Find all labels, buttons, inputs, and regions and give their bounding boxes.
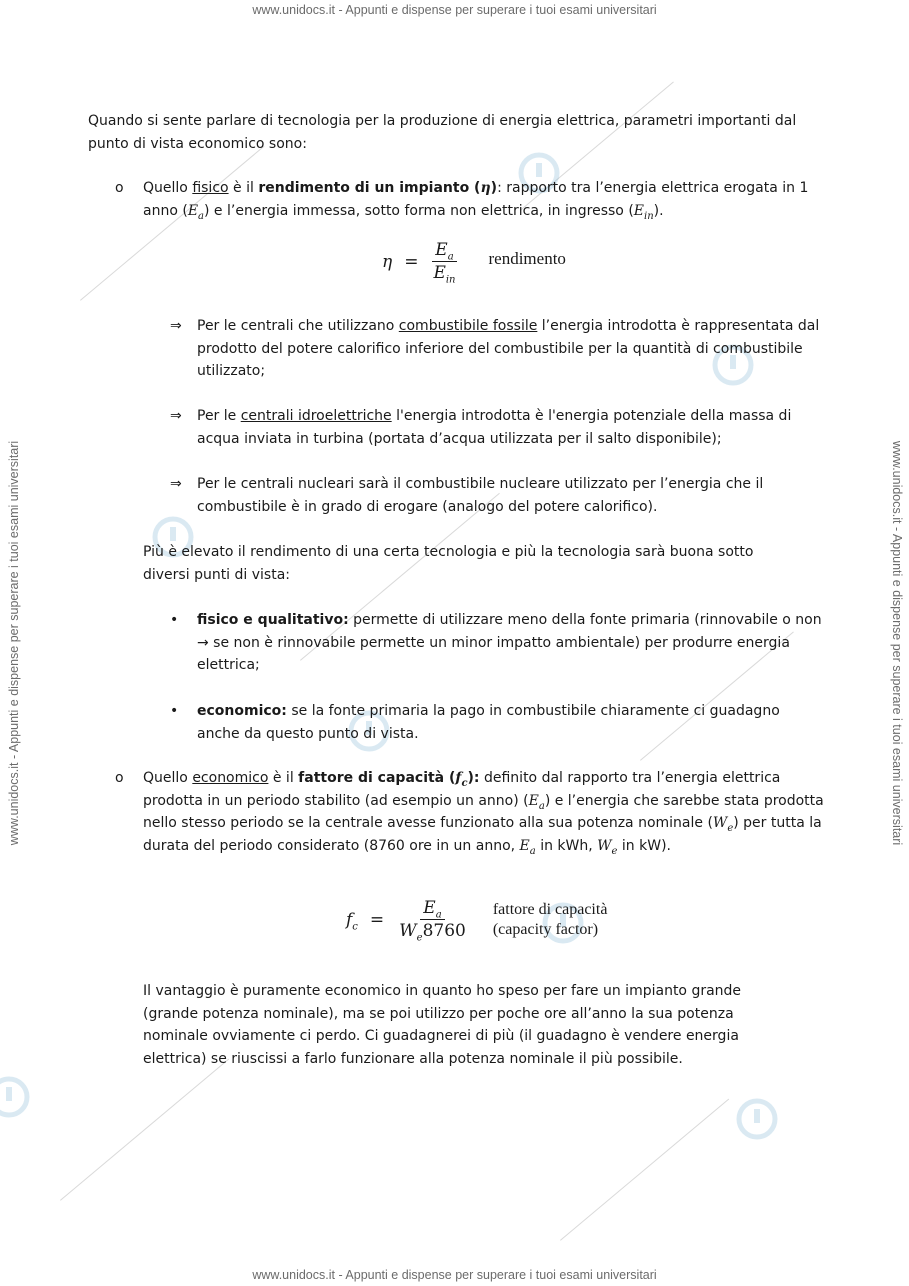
formula-label: rendimento — [488, 248, 566, 268]
math-sub: e — [727, 822, 734, 834]
right-arrow-icon: → — [197, 634, 209, 651]
math-sub: a — [538, 800, 545, 812]
math-sub: a — [529, 845, 536, 857]
arrow-marker: ⇒ — [170, 408, 182, 424]
math-var-letter: E — [528, 792, 539, 809]
text-run: ) e l’energia che sarebbe stata prodotta nello stesso periodo se la centrale avesse funzionato alla sua potenza nominale ( — [143, 792, 824, 831]
text-run: ) per tutta la durata del periodo considerato (8760 ore in un anno, — [143, 815, 822, 854]
math-var-letter: E — [633, 202, 645, 219]
underlined-term: combustibile fossile — [398, 318, 538, 334]
text-run: l'energia introdotta è l'energia potenziale della massa di acqua inviata in turbina (portata d’acqua utilizzata per il salto disponibile); — [197, 408, 792, 447]
bold-term: economico: — [197, 703, 287, 719]
intro-paragraph — [88, 110, 823, 155]
math-sub: a — [435, 909, 442, 921]
math-sub: e — [416, 932, 423, 944]
watermark-right: www.unidocs.it - Appunti e dispense per superare i tuoi esami universitari — [890, 440, 904, 846]
circle-bullet: o — [115, 770, 124, 786]
arrow-item-nuclear — [197, 473, 807, 518]
formula-fraction — [396, 898, 469, 944]
math-sub: in — [445, 274, 456, 286]
text-run: ) — [490, 180, 498, 196]
math-sub: c — [352, 920, 358, 932]
underlined-term: centrali idroelettriche — [240, 408, 392, 424]
math-sub: in — [644, 210, 654, 222]
text-run: Il vantaggio è puramente economico in quanto ho speso per fare un impianto grande (grande potenza nominale), ma se poi utilizzo per poche ore all’anno la sua potenza nominale ovviamente ci perdo. Ci guadagnerei di più (il guadagno è vendere energia elettrica) se riuscissi a farlo funzionare alla potenza nominale il più possibile. — [143, 983, 742, 1067]
bold-term: fisico e qualitativo: — [197, 612, 349, 628]
watermark-footer[interactable]: www.unidocs.it - Appunti e dispense per superare i tuoi esami universitari — [252, 1268, 657, 1282]
math-var — [597, 837, 618, 857]
text-run: Per le centrali che utilizzano — [197, 318, 399, 334]
unidocs-logo-icon — [734, 1096, 780, 1142]
text-run: ) e l’energia immessa, sotto forma non elettrica, in ingresso ( — [204, 202, 634, 219]
text-run: Quello — [143, 180, 193, 196]
text-run: se non è rinnovabile permette un minor impatto ambientale) per produrre energia elettrica; — [197, 634, 790, 673]
formula-label — [493, 900, 608, 940]
bold-term — [298, 770, 480, 789]
efficiency-formula — [382, 240, 566, 286]
fraction-numerator — [420, 898, 444, 920]
text-run: è il — [268, 770, 299, 786]
watermark-header[interactable]: www.unidocs.it - Appunti e dispense per superare i tuoi esami universitari — [252, 3, 657, 17]
text-run: è il — [228, 180, 259, 196]
bullet-physical — [197, 609, 822, 677]
dot-bullet: • — [170, 703, 179, 719]
math-var-letter: E — [187, 202, 199, 219]
math-var-letter: E — [435, 240, 448, 260]
math-sub: c — [461, 777, 468, 789]
formula-label-line: (capacity factor) — [492, 920, 599, 938]
text-run: rendimento di un impianto ( — [258, 180, 481, 196]
math-sub: a — [447, 251, 454, 263]
capacity-factor-formula — [346, 898, 608, 944]
math-var — [633, 202, 654, 222]
arrow-marker: ⇒ — [170, 318, 182, 334]
bold-term — [258, 180, 497, 196]
math-var-letter: f — [455, 770, 462, 786]
math-var-letter: W — [712, 815, 728, 831]
underlined-term: fisico — [192, 180, 229, 196]
formula-equals: = — [404, 251, 419, 272]
math-sub: e — [611, 845, 618, 857]
watermark-line — [560, 1099, 729, 1241]
final-paragraph — [143, 980, 793, 1070]
item-capacity-factor — [143, 767, 833, 857]
math-var — [528, 792, 545, 812]
math-var — [455, 770, 468, 789]
watermark-left: www.unidocs.it - Appunti e dispense per superare i tuoi esami universitari — [7, 440, 21, 846]
efficiency-benefit-paragraph — [143, 541, 793, 586]
circle-bullet: o — [115, 180, 124, 196]
text-run: l’energia introdotta è rappresentata dal prodotto del potere calorifico inferiore del combustibile per la quantità di combustibile utilizzato; — [197, 318, 820, 379]
text-run: in kW). — [617, 837, 671, 854]
math-var — [187, 202, 205, 222]
arrow-item-fossil — [197, 315, 827, 383]
fraction-numerator — [432, 240, 456, 262]
math-var — [712, 815, 734, 834]
text-run: ): — [467, 770, 480, 786]
math-sub: a — [198, 210, 205, 222]
text-run: Quello — [143, 770, 193, 786]
formula-lhs: η — [382, 251, 393, 272]
formula-lhs — [346, 910, 358, 930]
text-run: Per le — [197, 408, 241, 424]
item-physical-efficiency — [143, 177, 833, 222]
math-var-letter: W — [399, 921, 417, 941]
text-run: Per le centrali nucleari sarà il combustibile nucleare utilizzato per l’energia che il combustibile è in grado di erogare (analogo del potere calorifico). — [197, 476, 764, 515]
math-var-letter: f — [346, 909, 353, 930]
fraction-denominator — [396, 920, 469, 944]
intro-text: Quando si sente parlare di tecnologia per la produzione di energia elettrica, parametri importanti dal punto di vista economico sono: — [88, 113, 797, 152]
watermark-line — [80, 146, 264, 301]
arrow-item-hydro — [197, 405, 827, 450]
math-var-letter: W — [597, 837, 612, 854]
text-run: in kWh, — [535, 837, 598, 854]
underlined-term: economico — [192, 770, 269, 786]
math-var — [519, 837, 536, 857]
unidocs-logo-icon — [0, 1074, 32, 1120]
math-var-letter: E — [423, 898, 436, 918]
watermark-line — [60, 1059, 229, 1201]
formula-equals: = — [369, 909, 385, 930]
dot-bullet: • — [170, 612, 179, 628]
math-number: 8760 — [422, 921, 466, 941]
formula-label-line: fattore di capacità — [492, 900, 608, 918]
math-var-letter: E — [433, 263, 446, 283]
math-symbol: η — [480, 180, 491, 196]
math-var-letter: E — [519, 837, 530, 854]
text-run: Più è elevato il rendimento di una certa tecnologia e più la tecnologia sarà buona sotto diversi punti di vista: — [143, 544, 754, 583]
text-run: ). — [653, 202, 664, 219]
fraction-denominator — [430, 262, 458, 286]
text-run: : rapporto tra l’energia elettrica erogata in 1 anno ( — [143, 180, 809, 219]
text-run: se la fonte primaria la pago in combustibile chiaramente ci guadagno anche da questo punto di vista. — [197, 703, 780, 742]
text-run: definito dal rapporto tra l’energia elettrica prodotta in un periodo stabilito (ad esempio un anno) ( — [143, 770, 781, 809]
text-run: permette di utilizzare meno della fonte primaria (rinnovabile o non — [348, 612, 822, 628]
text-run: fattore di capacità ( — [298, 770, 456, 786]
arrow-marker: ⇒ — [170, 476, 182, 492]
formula-fraction — [430, 240, 458, 286]
bullet-economic — [197, 700, 822, 745]
